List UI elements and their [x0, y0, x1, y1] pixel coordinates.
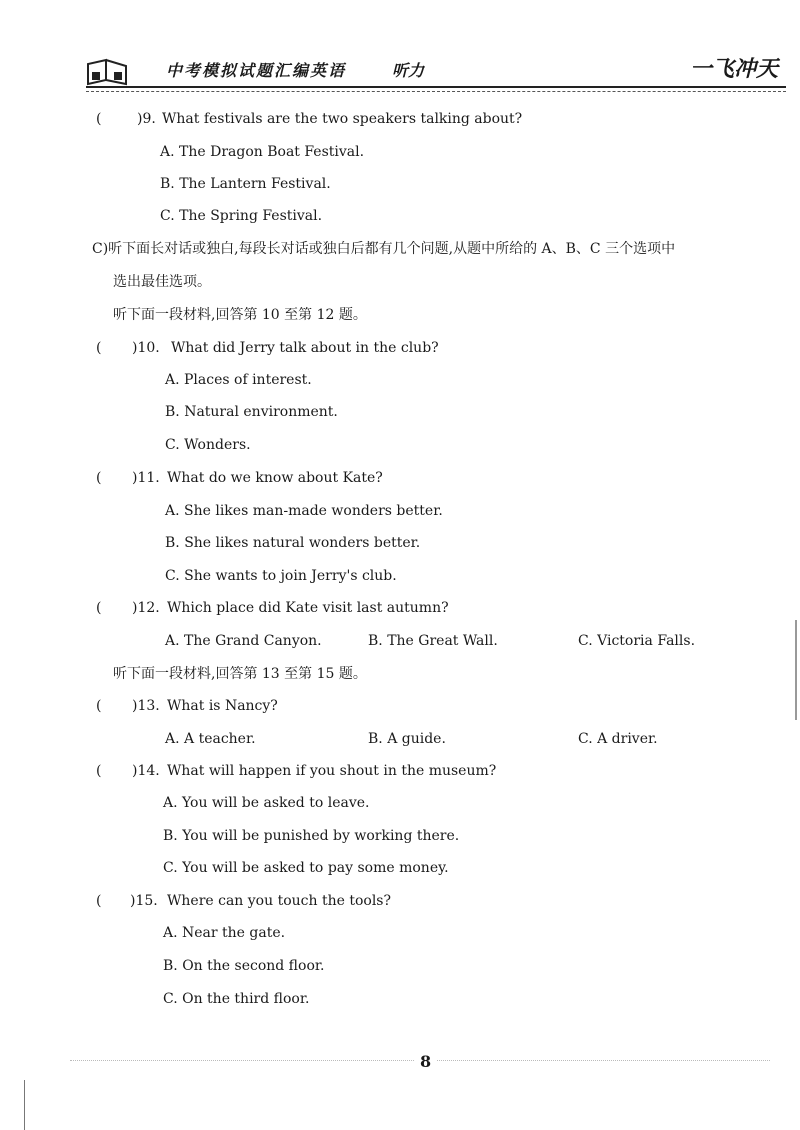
answer-paren[interactable]: ( — [96, 893, 102, 909]
header-title: 中考模拟试题汇编英语 — [166, 61, 347, 80]
option-a: A. Places of interest. — [165, 372, 312, 388]
question-number: )15. — [130, 893, 158, 909]
option-c: C. The Spring Festival. — [160, 208, 323, 224]
page-number: 8 — [414, 1052, 437, 1071]
question-number: )12. — [132, 600, 160, 616]
option-c: C. A driver. — [578, 731, 658, 747]
option-b: B. She likes natural wonders better. — [165, 535, 421, 551]
option-b: B. The Great Wall. — [368, 633, 498, 649]
section-c-instructions: C)听下面长对话或独白,每段长对话或独白后都有几个问题,从题中所给的 A、B、C 三个选项中 — [92, 241, 676, 257]
option-b: B. You will be punished by working there. — [163, 828, 460, 844]
page-header — [86, 52, 786, 92]
option-c: C. Wonders. — [165, 437, 251, 453]
option-b: B. Natural environment. — [165, 404, 338, 420]
question-number: )14. — [132, 763, 160, 779]
option-b: B. The Lantern Festival. — [160, 176, 331, 192]
header-rule — [86, 86, 786, 92]
option-c: C. She wants to join Jerry's club. — [165, 568, 397, 584]
question-text: What will happen if you shout in the museum? — [167, 763, 497, 779]
group-instruction-1: 听下面一段材料,回答第 10 至第 12 题。 — [113, 307, 367, 323]
question-text: What is Nancy? — [167, 698, 278, 714]
option-a: A. A teacher. — [165, 731, 256, 747]
option-b: B. On the second floor. — [163, 958, 325, 974]
option-c: C. Victoria Falls. — [578, 633, 696, 649]
question-text: Where can you touch the tools? — [167, 893, 391, 909]
brand-logo-text: 一飞冲天 — [689, 56, 778, 82]
book-logo-icon — [86, 58, 138, 86]
option-c: C. You will be asked to pay some money. — [163, 860, 449, 876]
section-c-instructions-cont: 选出最佳选项。 — [113, 274, 211, 290]
answer-paren[interactable]: ( — [96, 600, 102, 616]
option-c: C. On the third floor. — [163, 991, 310, 1007]
answer-paren[interactable]: ( — [96, 698, 102, 714]
option-a: A. The Grand Canyon. — [165, 633, 322, 649]
answer-paren[interactable]: ( — [96, 111, 102, 127]
option-a: A. She likes man-made wonders better. — [165, 503, 443, 519]
answer-paren[interactable]: ( — [96, 470, 102, 486]
answer-paren[interactable]: ( — [96, 763, 102, 779]
option-a: A. You will be asked to leave. — [163, 795, 370, 811]
header-subtitle: 听力 — [392, 61, 425, 80]
option-b: B. A guide. — [368, 731, 446, 747]
question-text: What festivals are the two speakers talking about? — [162, 111, 523, 127]
question-number: )9. — [137, 111, 156, 127]
option-a: A. Near the gate. — [163, 925, 286, 941]
answer-paren[interactable]: ( — [96, 340, 102, 356]
group-instruction-2: 听下面一段材料,回答第 13 至第 15 题。 — [113, 666, 367, 682]
scan-edge-mark — [795, 620, 797, 720]
question-number: )11. — [132, 470, 160, 486]
question-number: )10. — [132, 340, 160, 356]
option-a: A. The Dragon Boat Festival. — [160, 144, 365, 160]
question-text: What did Jerry talk about in the club? — [171, 340, 439, 356]
question-text: What do we know about Kate? — [167, 470, 383, 486]
question-text: Which place did Kate visit last autumn? — [167, 600, 449, 616]
scan-left-edge-mark — [24, 1080, 25, 1130]
question-number: )13. — [132, 698, 160, 714]
